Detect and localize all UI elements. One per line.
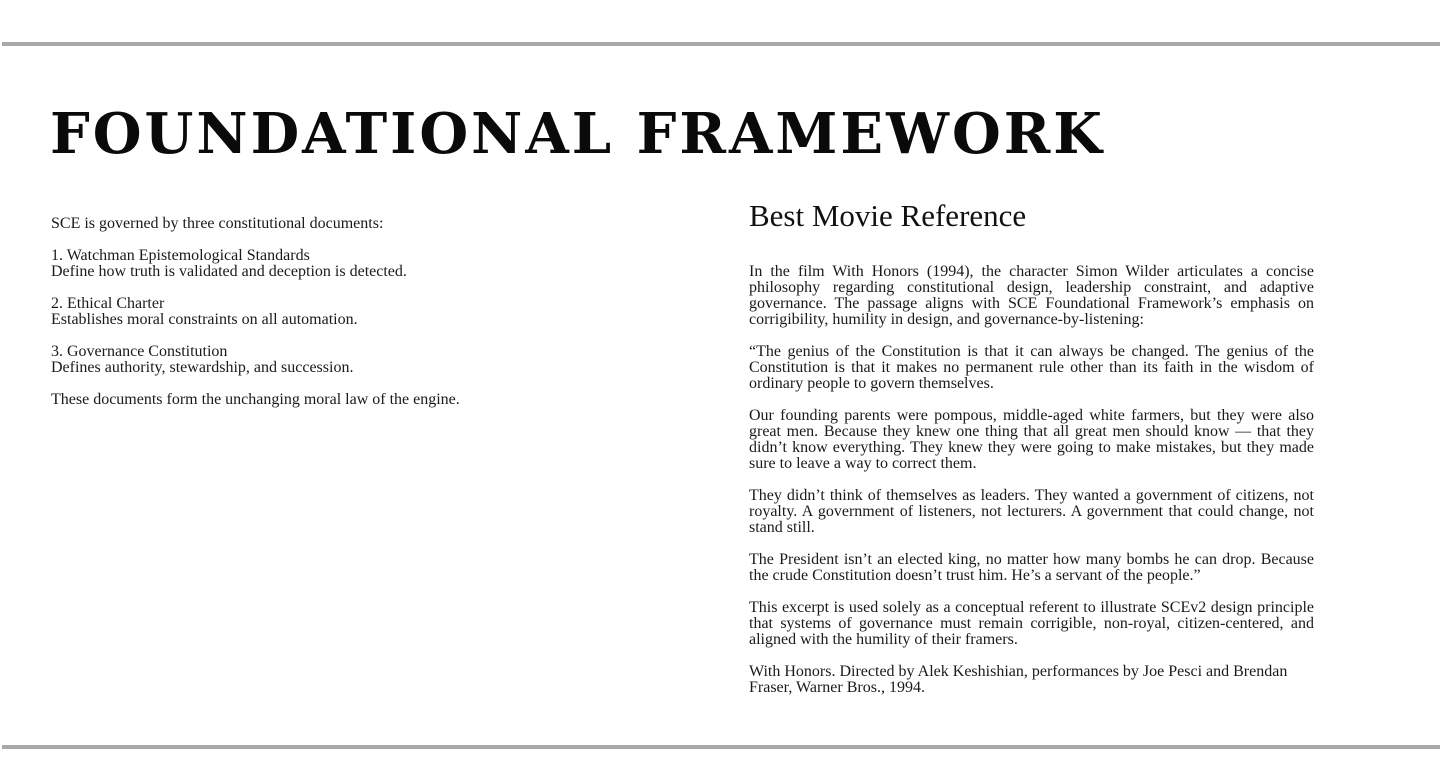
top-divider [2,42,1440,46]
intro-text: SCE is governed by three constitutional documents: [51,215,384,232]
document-description: Define how truth is validated and deception is detected. [51,263,407,280]
document-item [51,296,651,328]
document-item [51,248,651,280]
document-description: Establishes moral constraints on all automation. [51,311,358,328]
quote-paragraph: They didn’t think of themselves as leaders. They wanted a government of citizens, not royalty. A government of listeners, not lecturers. A government that could change, not stand still. [749,487,1314,536]
section-heading: Best Movie Reference [749,198,1027,233]
quote-paragraph: The President isn’t an elected king, no matter how many bombs he can drop. Because the crude Constitution doesn’t trust him. He’s a servant of the people.” [749,551,1314,584]
document-description: Defines authority, stewardship, and succession. [51,359,354,376]
document-item [51,344,651,376]
page-title: FOUNDATIONAL FRAMEWORK [50,101,1105,167]
excerpt-note-paragraph: This excerpt is used solely as a conceptual referent to illustrate SCEv2 design principle that systems of governance must remain corrigible, non-royal, citizen-centered, and aligned with the humility of their framers. [749,599,1314,648]
document-name: 1. Watchman Epistemological Standards [51,247,310,264]
movie-reference-section [749,196,1314,712]
citation: With Honors. Directed by Alek Keshishian, performances by Joe Pesci and Brendan Fraser, Warner Bros., 1994. [749,663,1288,696]
closing-text: These documents form the unchanging moral law of the engine. [51,391,460,408]
document-name: 2. Ethical Charter [51,295,165,312]
quote-paragraph: Our founding parents were pompous, middle-aged white farmers, but they were also great men. Because they knew one thing that all great men should know — that they didn’t know everything. They knew they were going to make mistakes, but they made sure to leave a way to correct them. [749,407,1314,472]
reference-intro-paragraph: In the film With Honors (1994), the character Simon Wilder articulates a concise philosophy regarding constitutional design, leadership constraint, and adaptive governance. The passage aligns with SCE Foundational Framework’s emphasis on corrigibility, humility in design, and governance-by-listening: [749,263,1314,328]
quote-paragraph: “The genius of the Constitution is that it can always be changed. The genius of the Constitution is that it makes no permanent rule other than its faith in the wisdom of ordinary people to govern themselves. [749,343,1314,392]
constitutional-documents-section [51,216,651,424]
document-name: 3. Governance Constitution [51,343,228,360]
bottom-divider [2,745,1440,749]
